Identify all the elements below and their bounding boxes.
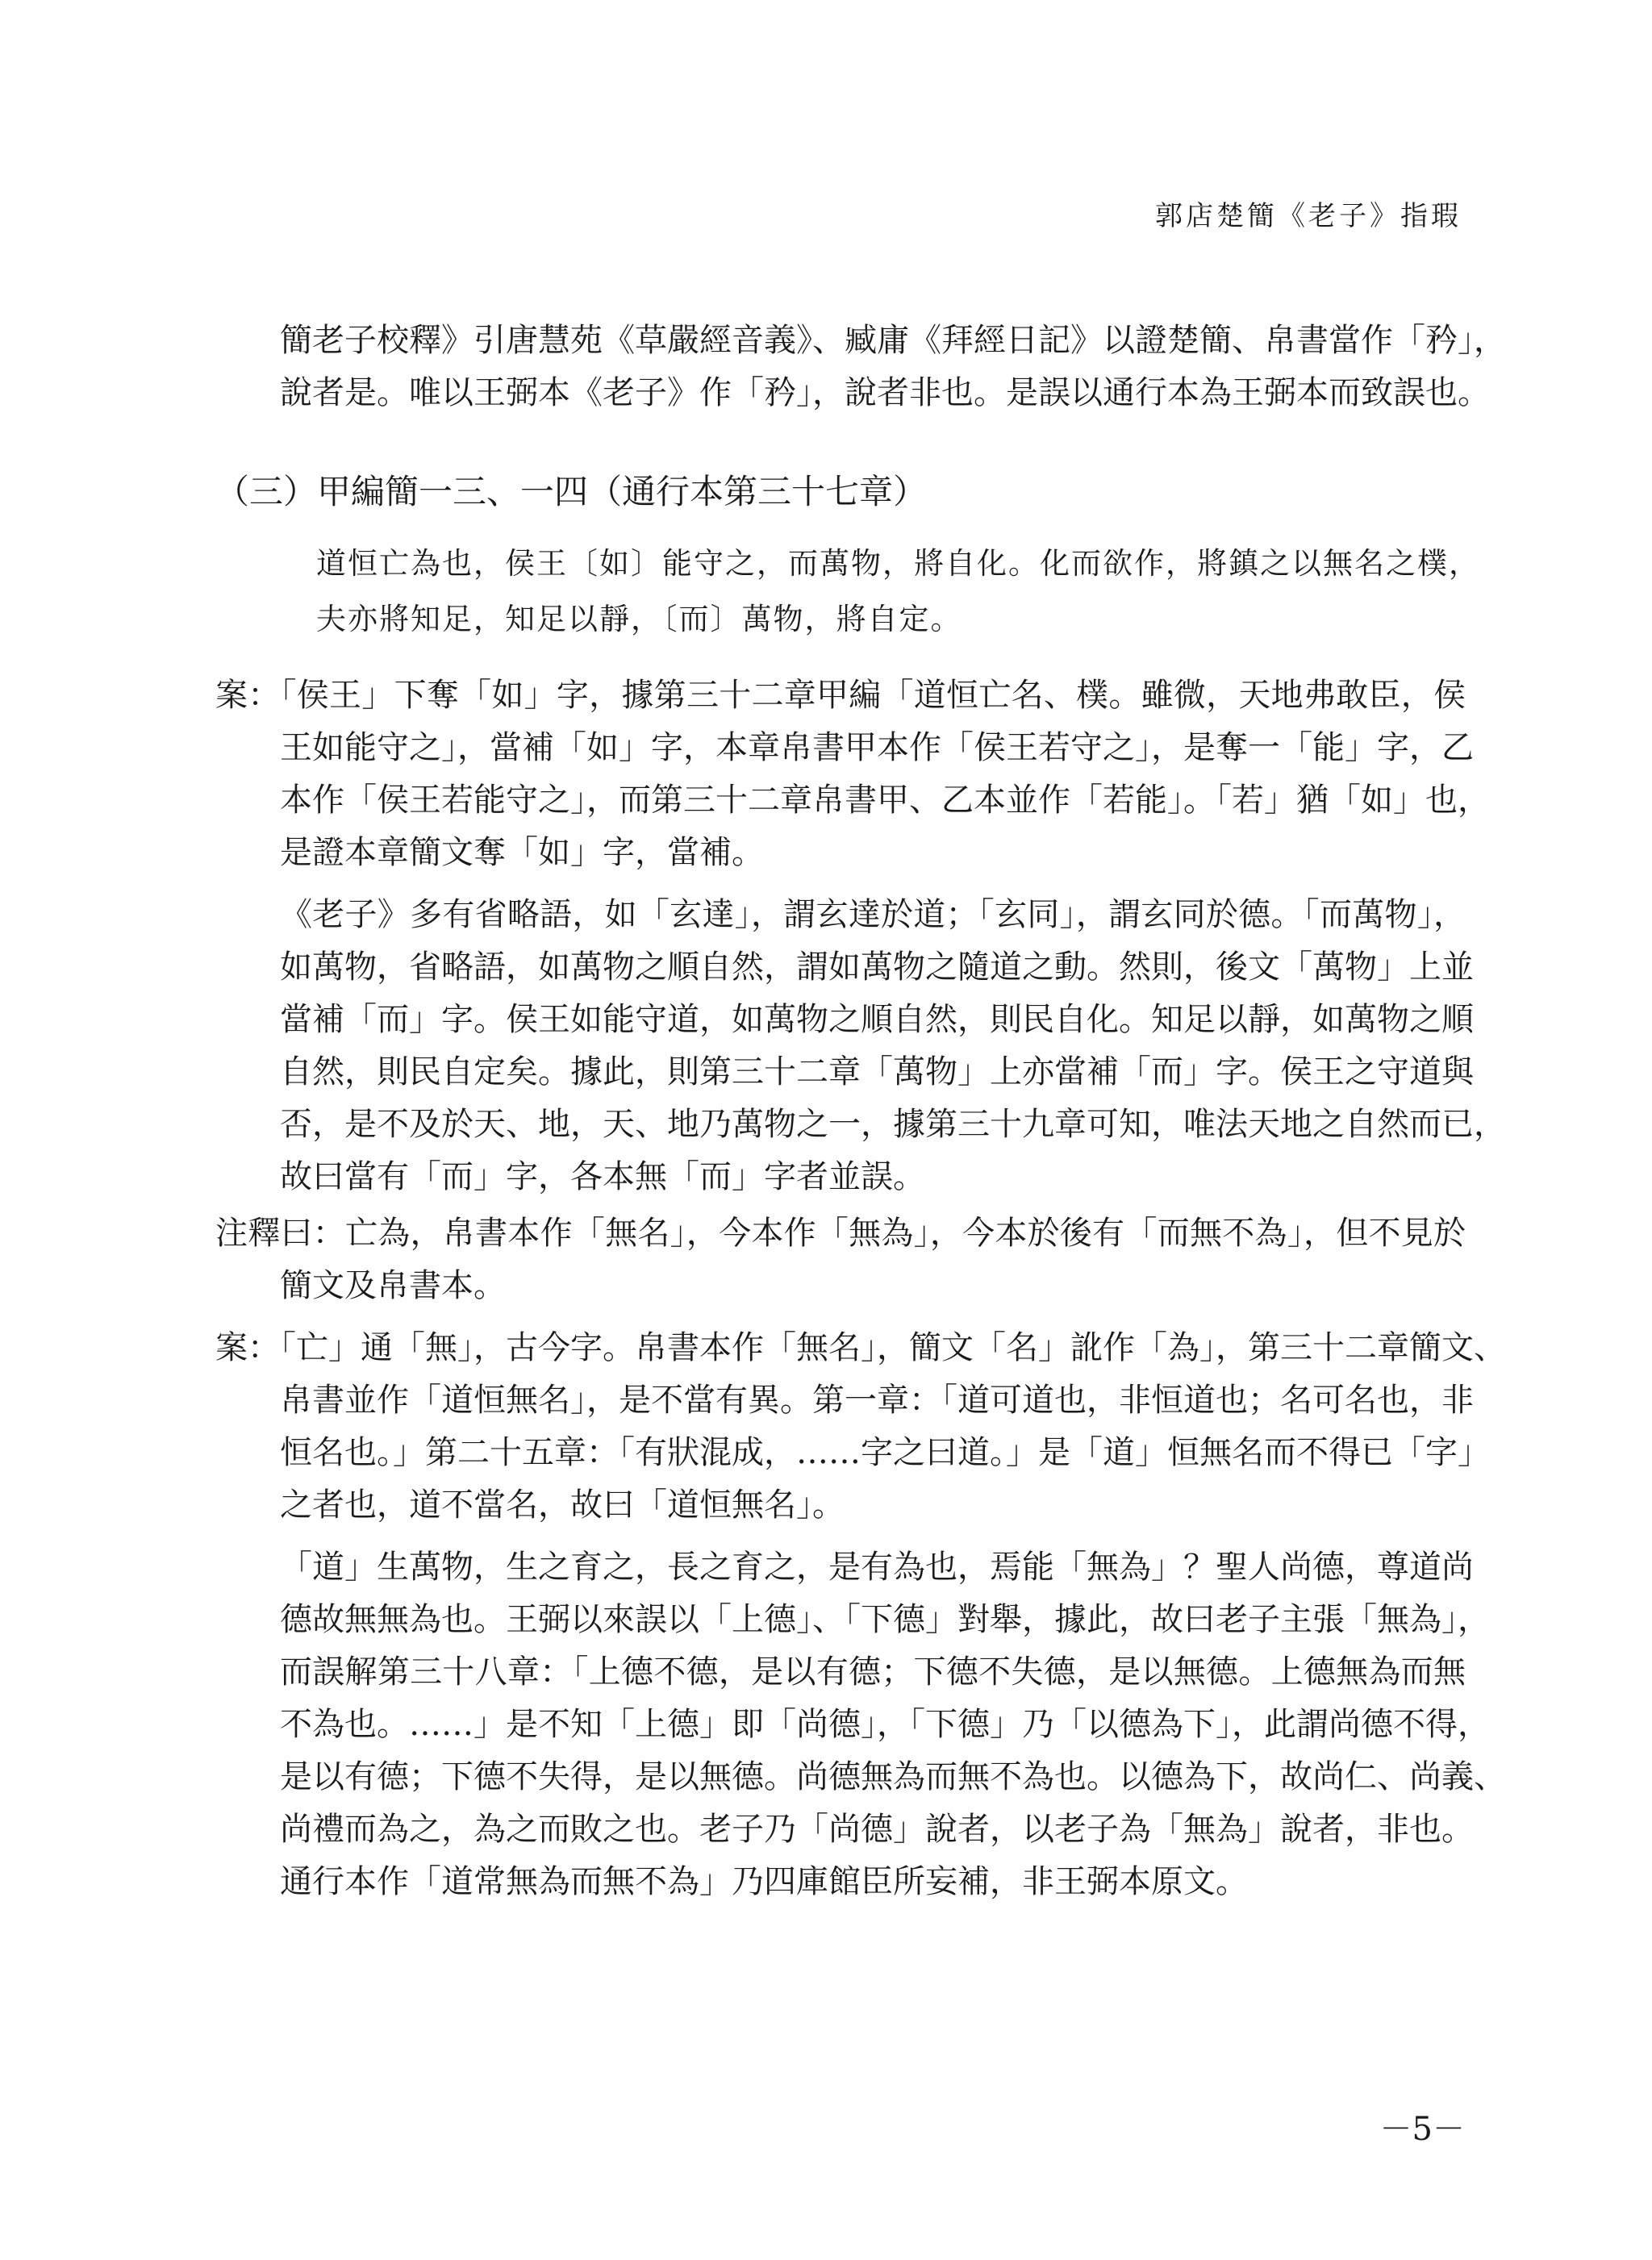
annotation-5-line-5: 是以有德；下德不失得，是以無德。尚德無為而無不為也。以德為下，故尚仁、尚義、 <box>280 1758 1506 1795</box>
annotation-2-line-3: 當補「而」字。侯王如能守道，如萬物之順自然，則民自化。知足以靜，如萬物之順 <box>280 1001 1474 1038</box>
quote-line-1: 道恒亡為也，侯王〔如〕能守之，而萬物，將自化。化而欲作，將鎮之以無名之樸， <box>316 546 1480 581</box>
annotation-5-line-4: 不為也。……」是不知「上德」即「尚德」，「下德」乃「以德為下」，此謂尚德不得， <box>280 1706 1490 1743</box>
continuation-line-1: 簡老子校釋》引唐慧苑《草嚴經音義》、臧庸《拜經日記》以證楚簡、帛書當作「矜」， <box>280 322 1506 359</box>
page-number: －5－ <box>1379 2111 1465 2148</box>
annotation-5-line-3: 而誤解第三十八章：「上德不德，是以有德；下德不失德，是以無德。上德無為而無 <box>280 1653 1466 1691</box>
quote-line-2: 夫亦將知足，知足以靜，〔而〕萬物，將自定。 <box>316 602 962 636</box>
annotation-4-line-3: 恒名也。」第二十五章：「有狀混成，……字之曰道。」是「道」恒無名而不得已「字」 <box>280 1434 1490 1471</box>
annotation-2-line-6: 故曰當有「而」字，各本無「而」字者並誤。 <box>280 1158 925 1195</box>
annotation-1-line-1: 案：「侯王」下奪「如」字，據第三十二章甲編「道恒亡名、樸。雖微，天地弗敢臣，侯 <box>215 677 1466 714</box>
annotation-2-line-4: 自然，則民自定矣。據此，則第三十二章「萬物」上亦當補「而」字。侯王之守道與 <box>280 1053 1474 1090</box>
annotation-3-line-1: 注釋曰：亡為，帛書本作「無名」，今本作「無為」，今本於後有「而無不為」，但不見於 <box>215 1215 1466 1252</box>
continuation-line-2: 說者是。唯以王弼本《老子》作「矜」，說者非也。是誤以通行本為王弼本而致誤也。 <box>280 374 1490 411</box>
annotation-2-line-2: 如萬物，省略語，如萬物之順自然，謂如萬物之隨道之動。然則，後文「萬物」上並 <box>280 949 1474 986</box>
annotation-5-line-1: 「道」生萬物，生之育之，長之育之，是有為也，焉能「無為」？聖人尚德，尊道尚 <box>280 1549 1474 1586</box>
annotation-4-line-2: 帛書並作「道恒無名」，是不當有異。第一章：「道可道也，非恒道也；名可名也，非 <box>280 1382 1474 1419</box>
annotation-4-line-1: 案：「亡」通「無」，古今字。帛書本作「無名」，簡文「名」訛作「為」，第三十二章簡文、 <box>215 1329 1506 1366</box>
annotation-2-line-5: 否，是不及於天、地，天、地乃萬物之一，據第三十九章可知，唯法天地之自然而已， <box>280 1106 1506 1143</box>
annotation-1-line-3: 本作「侯王若能守之」，而第三十二章帛書甲、乙本並作「若能」。「若」猶「如」也， <box>280 782 1490 819</box>
running-header: 郭店楚簡《老子》指瑕 <box>1155 200 1462 232</box>
annotation-5-line-2: 德故無無為也。王弼以來誤以「上德」、「下德」對舉，據此，故曰老子主張「無為」， <box>280 1601 1490 1638</box>
section-heading: （三）甲編簡一三、一四（通行本第三十七章） <box>215 472 928 511</box>
annotation-2-line-1: 《老子》多有省略語，如「玄達」，謂玄達於道；「玄同」，謂玄同於德。「而萬物」， <box>280 896 1466 933</box>
annotation-5-line-7: 通行本作「道常無為而無不為」乃四庫館臣所妄補，非王弼本原文。 <box>280 1863 1248 1900</box>
annotation-4-line-4: 之者也，道不當名，故曰「道恒無名」。 <box>280 1487 845 1524</box>
annotation-1-line-2: 王如能守之」，當補「如」字，本章帛書甲本作「侯王若守之」，是奪一「能」字，乙 <box>280 729 1474 766</box>
annotation-3-line-2: 簡文及帛書本。 <box>280 1267 506 1304</box>
annotation-5-line-6: 尚禮而為之，為之而敗之也。老子乃「尚德」說者，以老子為「無為」說者，非也。 <box>280 1811 1474 1848</box>
annotation-1-line-4: 是證本章簡文奪「如」字，當補。 <box>280 834 764 871</box>
